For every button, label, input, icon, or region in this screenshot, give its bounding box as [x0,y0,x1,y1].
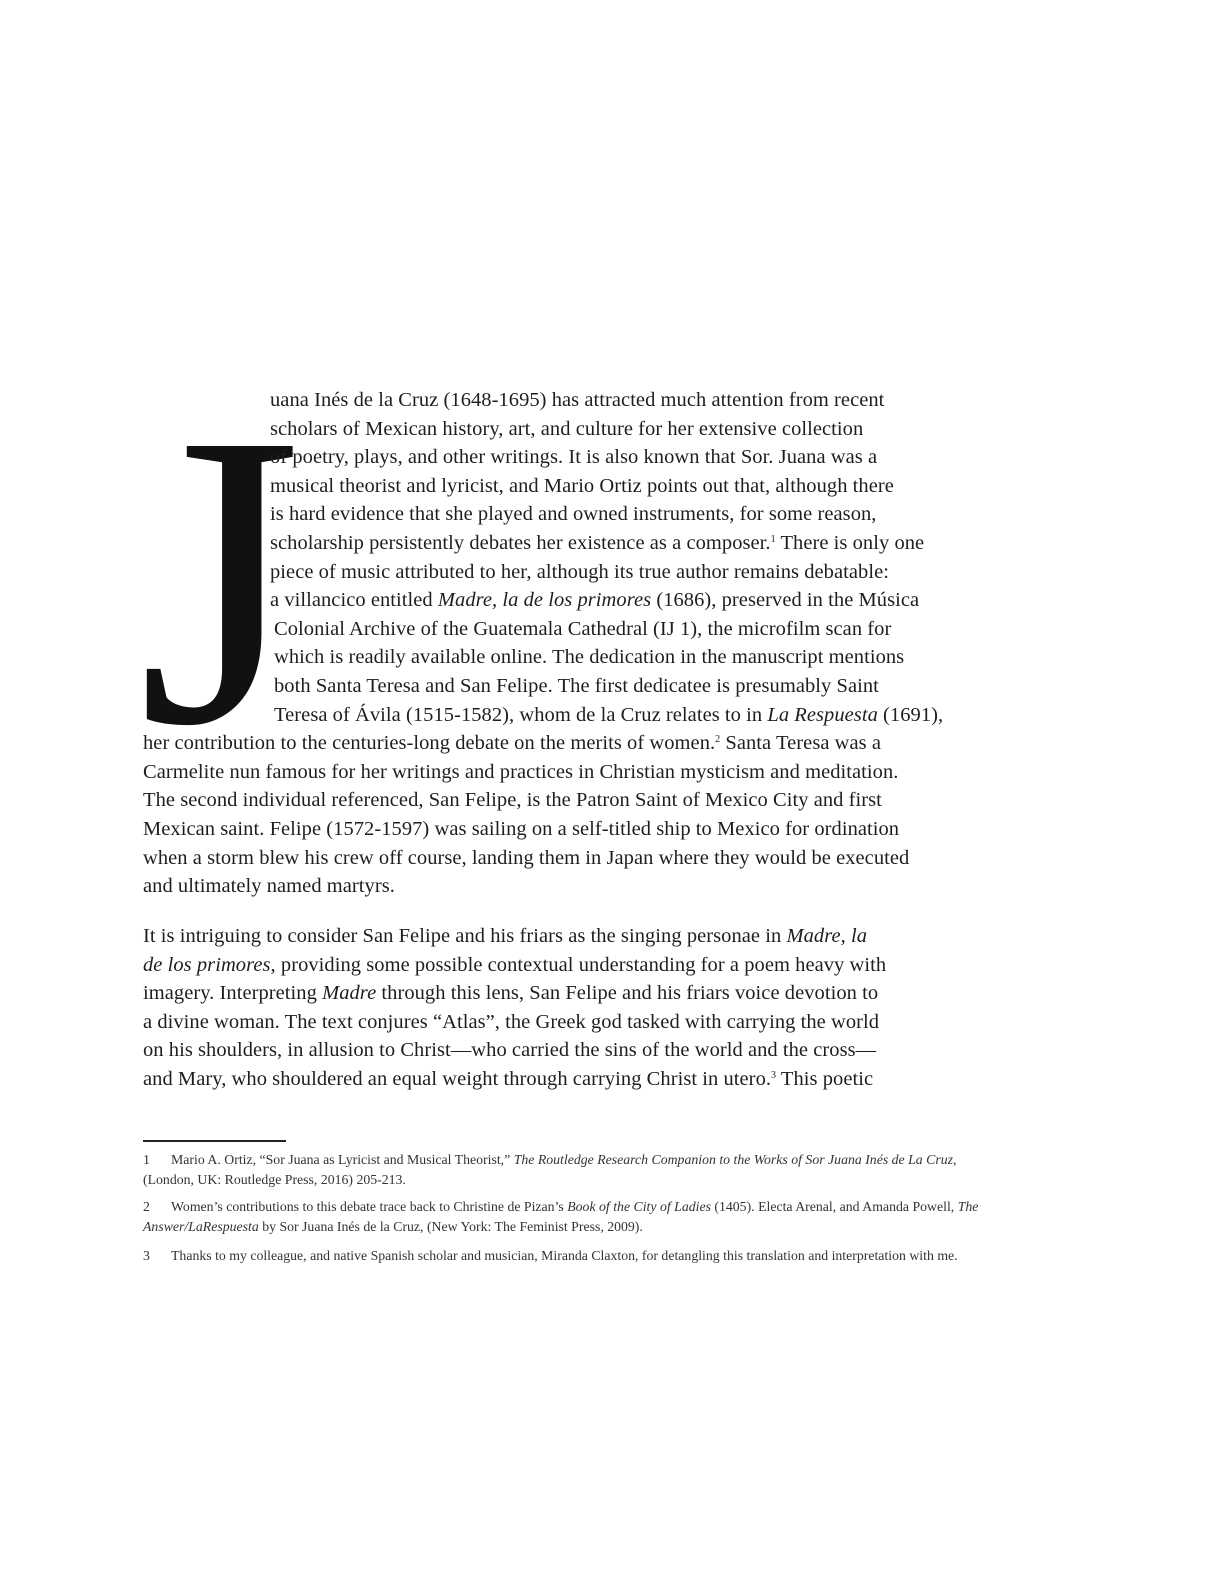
text-line [270,443,877,472]
footnote [143,1246,1003,1266]
footnote-text: (1405). Electa Arenal, and Amanda Powell, [710,1199,958,1214]
text-run: uana Inés de la Cruz (1648-1695) has attracted much attention from recent [270,389,885,411]
text-line [143,872,395,901]
text-run: piece of music attributed to her, although its true author remains debatable: [270,560,889,583]
text-line [270,386,884,415]
footnote-number: 1 [143,1152,150,1167]
text-line [143,729,881,758]
footnote-number: 2 [143,1199,150,1214]
text-run: scholars of Mexican history, art, and culture for her extensive collection [270,417,864,440]
text-run: and ultimately named martyrs. [143,875,395,898]
italic-title: The Answer/LaRespuesta [143,1199,979,1234]
footnote-divider [143,1140,286,1142]
text-run: musical theorist and lyricist, and Mario Ortiz points out that, although there [270,474,894,497]
text-run: (1686), preserved in the Música [651,589,920,612]
footnote [143,1197,1003,1237]
text-line [143,1036,876,1065]
text-run: There is only one [775,532,925,554]
text-run: imagery. Interpreting [143,982,323,1005]
italic-title: The Routledge Research Companion to the Works of Sor Juana Inés de La Cruz [513,1152,953,1167]
text-line [270,472,894,501]
text-line [270,558,889,587]
text-run: is hard evidence that she played and owned instruments, for some reason, [270,503,877,526]
text-line [274,701,943,730]
text-line [143,815,899,844]
text-line [143,1008,879,1037]
italic-title: La Respuesta [767,703,878,726]
text-line [274,643,904,672]
text-line [270,500,876,529]
footnote-text: Women’s contributions to this debate trace back to Christine de Pizan’s [171,1199,568,1214]
text-line [143,844,909,873]
text-line [143,922,867,951]
text-run: The second individual referenced, San Felipe, is the Patron Saint of Mexico City and first [143,789,882,812]
text-run: a villancico entitled [270,589,438,612]
text-run: Mexican saint. Felipe (1572-1597) was sailing on a self-titled ship to Mexico for ordination [143,818,900,840]
italic-title: Madre [322,982,377,1005]
italic-title: de los primores [143,953,271,976]
text-line [270,529,924,558]
text-run: both Santa Teresa and San Felipe. The first dedicatee is presumably Saint [274,675,879,697]
text-line [143,979,878,1008]
text-line [143,951,886,980]
text-line [270,415,863,444]
text-line [274,615,891,644]
text-line [270,586,919,615]
text-run: on his shoulders, in allusion to Christ—who carried the sins of the world and the cross— [143,1039,877,1062]
italic-title: Book of the City of Ladies [567,1199,711,1214]
text-run: of poetry, plays, and other writings. It is also known that Sor. Juana was a [270,446,878,469]
footnote-reference: 2 [715,734,721,746]
footnote-text: Mario A. Ortiz, “Sor Juana as Lyricist and Musical Theorist,” [171,1152,514,1167]
text-run: through this lens, San Felipe and his friars voice devotion to [376,982,879,1005]
drop-cap: J [138,347,302,812]
footnote [143,1150,1003,1190]
text-run: , providing some possible contextual understanding for a poem heavy with [270,953,887,976]
footnote-text: , (London, UK: Routledge Press, 2016) 205-213. [143,1152,957,1187]
italic-title: Madre, la [786,925,868,947]
footnote-reference: 1 [770,534,776,545]
footnote-text: by Sor Juana Inés de la Cruz, (New York: The Feminist Press, 2009). [258,1219,643,1234]
text-run: a divine woman. The text conjures “Atlas”, the Greek god tasked with carrying the world [143,1010,880,1033]
text-run: her contribution to the centuries-long debate on the merits of women. [143,732,716,755]
text-run: Colonial Archive of the Guatemala Cathedral (IJ 1), the microfilm scan for [274,617,892,640]
text-line [143,786,882,815]
footnote-text: Thanks to my colleague, and native Spanish scholar and musician, Miranda Claxton, for detangling this translation and interpretation with me. [171,1248,958,1263]
text-run: when a storm blew his crew off course, landing them in Japan where they would be executed [143,846,910,869]
text-run: (1691), [877,703,944,726]
text-run: Teresa of Ávila (1515-1582), whom de la Cruz relates to in [274,703,768,726]
italic-title: Madre, la de los primores [437,589,652,612]
footnote-number: 3 [143,1248,150,1263]
text-run: Carmelite nun famous for her writings and practices in Christian mysticism and meditation. [143,760,899,783]
text-run: Santa Teresa was a [720,732,882,755]
text-run: scholarship persistently debates her existence as a composer. [270,532,771,554]
text-run: which is readily available online. The dedication in the manuscript mentions [274,646,905,669]
text-line [143,758,898,787]
text-run: This poetic [776,1068,874,1090]
text-run: It is intriguing to consider San Felipe and his friars as the singing personae in [143,925,787,947]
text-line [274,672,879,701]
text-line [143,1065,873,1094]
footnote-reference: 3 [771,1070,777,1081]
text-run: and Mary, who shouldered an equal weight through carrying Christ in utero. [143,1068,772,1090]
